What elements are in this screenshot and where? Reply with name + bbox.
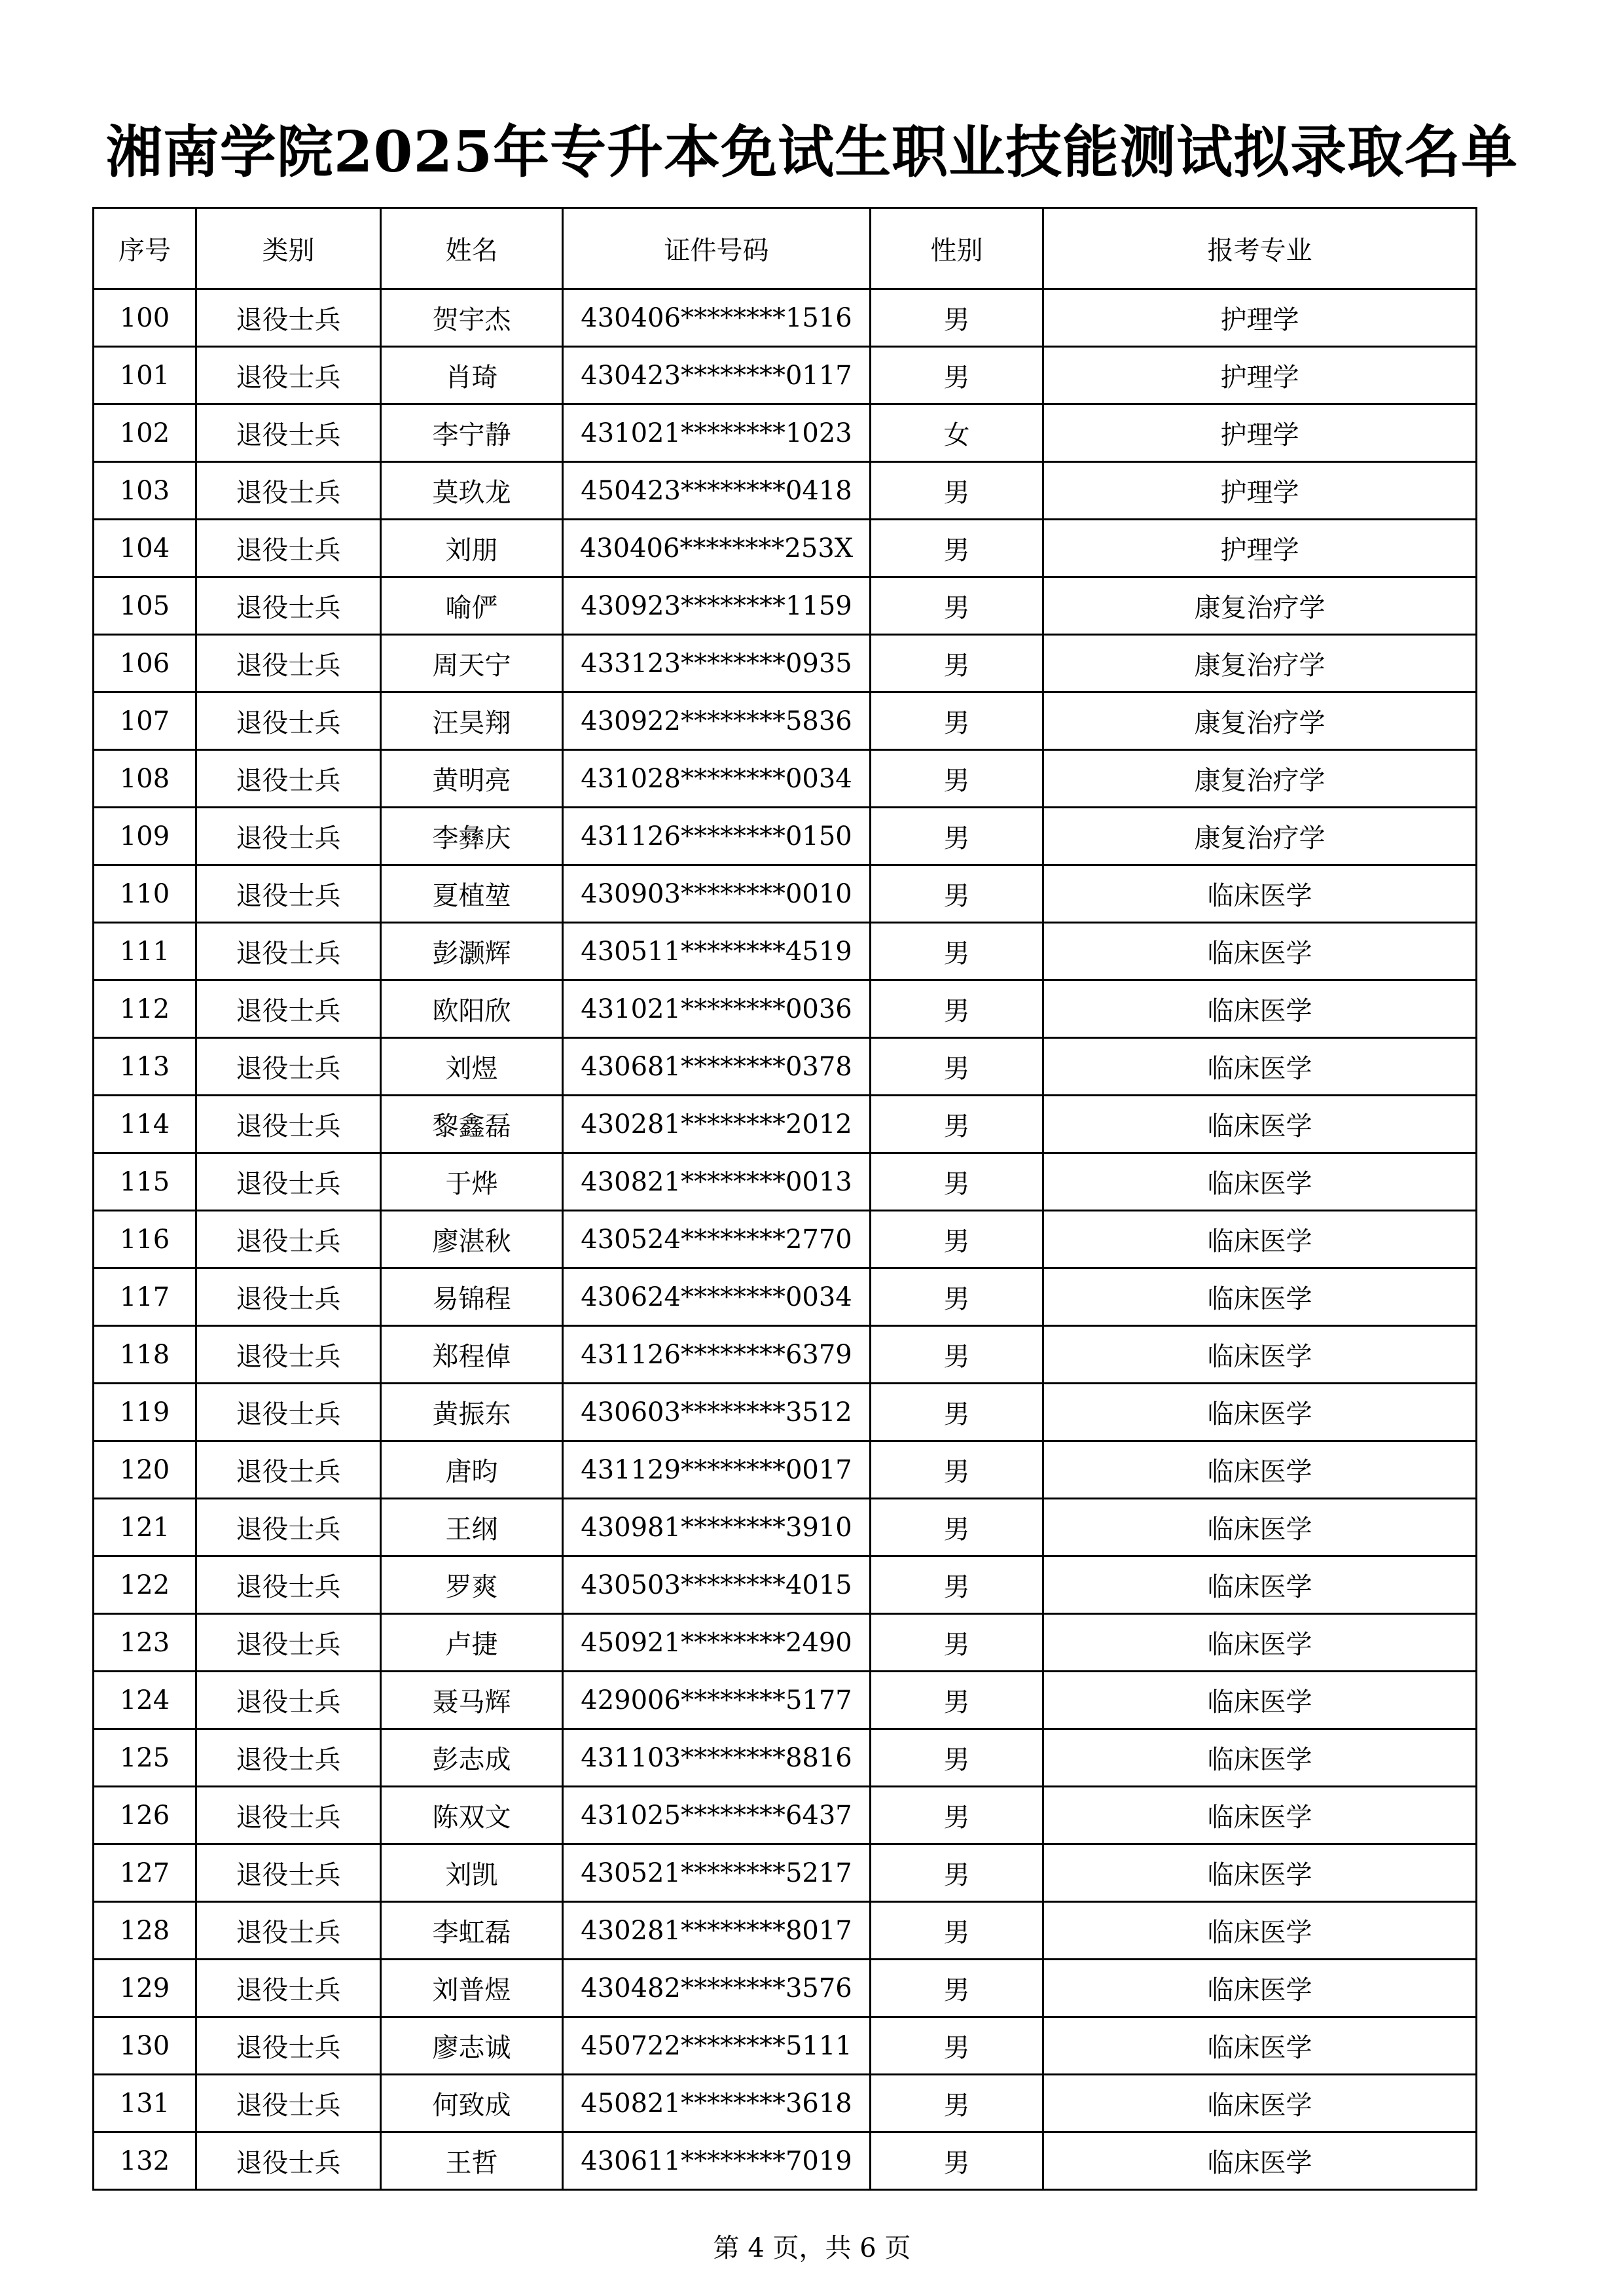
- cell-major: 护理学: [1043, 462, 1477, 520]
- cell-name: 聂马辉: [381, 1672, 563, 1729]
- cell-index: 124: [94, 1672, 196, 1729]
- cell-gender: 男: [871, 2017, 1043, 2075]
- table-row: [94, 1384, 1477, 1441]
- cell-major: 临床医学: [1043, 1384, 1477, 1441]
- cell-id-number: 431126********6379: [563, 1326, 871, 1384]
- cell-name: 罗爽: [381, 1556, 563, 1614]
- page-title: 湘南学院2025年专升本免试生职业技能测试拟录取名单: [105, 119, 1519, 185]
- cell-name: 夏植堃: [381, 865, 563, 923]
- cell-gender: 男: [871, 750, 1043, 808]
- cell-id-number: 433123********0935: [563, 635, 871, 692]
- cell-index: 129: [94, 1960, 196, 2017]
- cell-id-number: 430281********8017: [563, 1902, 871, 1960]
- cell-major: 康复治疗学: [1043, 750, 1477, 808]
- cell-name: 易锦程: [381, 1268, 563, 1326]
- cell-id-number: 430923********1159: [563, 577, 871, 635]
- cell-name: 欧阳欣: [381, 980, 563, 1038]
- cell-id-number: 430611********7019: [563, 2132, 871, 2190]
- cell-index: 100: [94, 289, 196, 347]
- cell-category: 退役士兵: [196, 1787, 381, 1844]
- cell-category: 退役士兵: [196, 577, 381, 635]
- cell-major: 临床医学: [1043, 2075, 1477, 2132]
- cell-category: 退役士兵: [196, 1326, 381, 1384]
- table-row: [94, 1902, 1477, 1960]
- cell-major: 临床医学: [1043, 865, 1477, 923]
- cell-id-number: 430503********4015: [563, 1556, 871, 1614]
- cell-name: 周天宁: [381, 635, 563, 692]
- cell-index: 101: [94, 347, 196, 404]
- cell-index: 118: [94, 1326, 196, 1384]
- cell-name: 刘朋: [381, 520, 563, 577]
- cell-major: 护理学: [1043, 347, 1477, 404]
- cell-index: 123: [94, 1614, 196, 1672]
- cell-id-number: 430524********2770: [563, 1211, 871, 1268]
- cell-index: 120: [94, 1441, 196, 1499]
- cell-name: 李宁静: [381, 404, 563, 462]
- table-row: [94, 750, 1477, 808]
- cell-index: 106: [94, 635, 196, 692]
- cell-category: 退役士兵: [196, 1096, 381, 1153]
- table-row: [94, 923, 1477, 980]
- cell-major: 临床医学: [1043, 1441, 1477, 1499]
- table-row: [94, 289, 1477, 347]
- cell-major: 临床医学: [1043, 1153, 1477, 1211]
- cell-index: 113: [94, 1038, 196, 1096]
- cell-index: 102: [94, 404, 196, 462]
- cell-name: 郑程倬: [381, 1326, 563, 1384]
- cell-major: 临床医学: [1043, 1729, 1477, 1787]
- cell-name: 李虹磊: [381, 1902, 563, 1960]
- cell-category: 退役士兵: [196, 1153, 381, 1211]
- cell-major: 康复治疗学: [1043, 577, 1477, 635]
- cell-major: 临床医学: [1043, 923, 1477, 980]
- cell-index: 105: [94, 577, 196, 635]
- cell-name: 黄振东: [381, 1384, 563, 1441]
- cell-id-number: 430603********3512: [563, 1384, 871, 1441]
- cell-index: 104: [94, 520, 196, 577]
- cell-id-number: 431103********8816: [563, 1729, 871, 1787]
- cell-major: 临床医学: [1043, 1038, 1477, 1096]
- cell-gender: 男: [871, 1960, 1043, 2017]
- table-row: [94, 520, 1477, 577]
- cell-category: 退役士兵: [196, 1844, 381, 1902]
- cell-id-number: 429006********5177: [563, 1672, 871, 1729]
- cell-id-number: 431028********0034: [563, 750, 871, 808]
- cell-gender: 男: [871, 1211, 1043, 1268]
- table-row: [94, 1038, 1477, 1096]
- cell-gender: 男: [871, 1441, 1043, 1499]
- cell-major: 康复治疗学: [1043, 808, 1477, 865]
- cell-id-number: 450921********2490: [563, 1614, 871, 1672]
- table-row: [94, 462, 1477, 520]
- cell-gender: 男: [871, 2075, 1043, 2132]
- cell-major: 康复治疗学: [1043, 692, 1477, 750]
- table-row: [94, 1441, 1477, 1499]
- cell-category: 退役士兵: [196, 692, 381, 750]
- column-header-name: 姓名: [381, 208, 563, 289]
- table-row: [94, 1096, 1477, 1153]
- cell-id-number: 430821********0013: [563, 1153, 871, 1211]
- table-row: [94, 865, 1477, 923]
- cell-id-number: 430521********5217: [563, 1844, 871, 1902]
- cell-gender: 男: [871, 520, 1043, 577]
- cell-id-number: 430903********0010: [563, 865, 871, 923]
- cell-id-number: 450423********0418: [563, 462, 871, 520]
- cell-id-number: 430406********1516: [563, 289, 871, 347]
- cell-name: 贺宇杰: [381, 289, 563, 347]
- cell-gender: 男: [871, 1787, 1043, 1844]
- cell-gender: 男: [871, 808, 1043, 865]
- cell-name: 唐昀: [381, 1441, 563, 1499]
- cell-id-number: 430281********2012: [563, 1096, 871, 1153]
- page-number-footer: 第 4 页，共 6 页: [713, 2233, 911, 2263]
- cell-name: 刘凯: [381, 1844, 563, 1902]
- admission-list-table: [92, 207, 1477, 2191]
- cell-category: 退役士兵: [196, 404, 381, 462]
- table-row: [94, 2132, 1477, 2190]
- table-row: [94, 980, 1477, 1038]
- cell-category: 退役士兵: [196, 1038, 381, 1096]
- cell-major: 临床医学: [1043, 1499, 1477, 1556]
- cell-id-number: 450821********3618: [563, 2075, 871, 2132]
- table-row: [94, 1960, 1477, 2017]
- cell-id-number: 431126********0150: [563, 808, 871, 865]
- cell-category: 退役士兵: [196, 289, 381, 347]
- column-header-category: 类别: [196, 208, 381, 289]
- cell-category: 退役士兵: [196, 347, 381, 404]
- cell-major: 临床医学: [1043, 1960, 1477, 2017]
- table-body: [94, 289, 1477, 2190]
- column-header-major: 报考专业: [1043, 208, 1477, 289]
- cell-category: 退役士兵: [196, 635, 381, 692]
- cell-gender: 男: [871, 2132, 1043, 2190]
- cell-category: 退役士兵: [196, 520, 381, 577]
- cell-category: 退役士兵: [196, 462, 381, 520]
- cell-id-number: 430624********0034: [563, 1268, 871, 1326]
- cell-id-number: 430482********3576: [563, 1960, 871, 2017]
- cell-major: 护理学: [1043, 404, 1477, 462]
- table-row: [94, 1268, 1477, 1326]
- cell-gender: 男: [871, 1729, 1043, 1787]
- table-row: [94, 2017, 1477, 2075]
- cell-name: 莫玖龙: [381, 462, 563, 520]
- cell-gender: 男: [871, 980, 1043, 1038]
- cell-id-number: 431025********6437: [563, 1787, 871, 1844]
- table-row: [94, 1326, 1477, 1384]
- cell-index: 127: [94, 1844, 196, 1902]
- cell-index: 119: [94, 1384, 196, 1441]
- cell-index: 114: [94, 1096, 196, 1153]
- cell-name: 彭灏辉: [381, 923, 563, 980]
- cell-id-number: 430406********253X: [563, 520, 871, 577]
- table-row: [94, 1787, 1477, 1844]
- cell-gender: 男: [871, 1499, 1043, 1556]
- cell-category: 退役士兵: [196, 1614, 381, 1672]
- cell-name: 陈双文: [381, 1787, 563, 1844]
- cell-gender: 男: [871, 1153, 1043, 1211]
- cell-id-number: 431021********0036: [563, 980, 871, 1038]
- cell-name: 刘普煜: [381, 1960, 563, 2017]
- table-row: [94, 1499, 1477, 1556]
- cell-index: 107: [94, 692, 196, 750]
- cell-index: 131: [94, 2075, 196, 2132]
- table-row: [94, 1556, 1477, 1614]
- cell-gender: 男: [871, 289, 1043, 347]
- cell-index: 108: [94, 750, 196, 808]
- cell-index: 110: [94, 865, 196, 923]
- table-row: [94, 347, 1477, 404]
- cell-category: 退役士兵: [196, 980, 381, 1038]
- cell-gender: 男: [871, 1902, 1043, 1960]
- cell-major: 临床医学: [1043, 2132, 1477, 2190]
- table-row: [94, 1844, 1477, 1902]
- cell-category: 退役士兵: [196, 1211, 381, 1268]
- cell-gender: 男: [871, 1326, 1043, 1384]
- column-header-id-number: 证件号码: [563, 208, 871, 289]
- cell-index: 111: [94, 923, 196, 980]
- cell-name: 彭志成: [381, 1729, 563, 1787]
- table-row: [94, 1672, 1477, 1729]
- cell-id-number: 431129********0017: [563, 1441, 871, 1499]
- cell-id-number: 430423********0117: [563, 347, 871, 404]
- cell-gender: 男: [871, 577, 1043, 635]
- cell-major: 临床医学: [1043, 1096, 1477, 1153]
- cell-category: 退役士兵: [196, 808, 381, 865]
- cell-gender: 男: [871, 1038, 1043, 1096]
- cell-category: 退役士兵: [196, 1268, 381, 1326]
- cell-index: 117: [94, 1268, 196, 1326]
- table-row: [94, 404, 1477, 462]
- cell-id-number: 450722********5111: [563, 2017, 871, 2075]
- cell-index: 125: [94, 1729, 196, 1787]
- cell-index: 116: [94, 1211, 196, 1268]
- cell-category: 退役士兵: [196, 1556, 381, 1614]
- cell-category: 退役士兵: [196, 750, 381, 808]
- cell-major: 临床医学: [1043, 1211, 1477, 1268]
- cell-name: 王哲: [381, 2132, 563, 2190]
- cell-name: 何致成: [381, 2075, 563, 2132]
- cell-category: 退役士兵: [196, 2017, 381, 2075]
- cell-category: 退役士兵: [196, 2132, 381, 2190]
- cell-major: 临床医学: [1043, 1556, 1477, 1614]
- cell-name: 肖琦: [381, 347, 563, 404]
- table-row: [94, 692, 1477, 750]
- cell-name: 卢捷: [381, 1614, 563, 1672]
- cell-id-number: 430681********0378: [563, 1038, 871, 1096]
- cell-category: 退役士兵: [196, 1499, 381, 1556]
- cell-id-number: 430511********4519: [563, 923, 871, 980]
- cell-index: 130: [94, 2017, 196, 2075]
- cell-category: 退役士兵: [196, 2075, 381, 2132]
- cell-name: 黎鑫磊: [381, 1096, 563, 1153]
- cell-index: 112: [94, 980, 196, 1038]
- cell-major: 护理学: [1043, 289, 1477, 347]
- cell-category: 退役士兵: [196, 1672, 381, 1729]
- cell-index: 128: [94, 1902, 196, 1960]
- table-row: [94, 1211, 1477, 1268]
- cell-id-number: 431021********1023: [563, 404, 871, 462]
- cell-major: 临床医学: [1043, 1672, 1477, 1729]
- table-row: [94, 2075, 1477, 2132]
- cell-gender: 男: [871, 692, 1043, 750]
- cell-category: 退役士兵: [196, 1441, 381, 1499]
- column-header-index: 序号: [94, 208, 196, 289]
- cell-name: 王纲: [381, 1499, 563, 1556]
- cell-name: 刘煜: [381, 1038, 563, 1096]
- table-row: [94, 1153, 1477, 1211]
- cell-category: 退役士兵: [196, 1384, 381, 1441]
- cell-major: 临床医学: [1043, 2017, 1477, 2075]
- cell-name: 汪昊翔: [381, 692, 563, 750]
- table-row: [94, 577, 1477, 635]
- cell-major: 临床医学: [1043, 980, 1477, 1038]
- cell-gender: 男: [871, 865, 1043, 923]
- cell-major: 护理学: [1043, 520, 1477, 577]
- table-row: [94, 1729, 1477, 1787]
- cell-major: 临床医学: [1043, 1902, 1477, 1960]
- cell-name: 黄明亮: [381, 750, 563, 808]
- cell-gender: 男: [871, 1556, 1043, 1614]
- cell-id-number: 430981********3910: [563, 1499, 871, 1556]
- cell-major: 临床医学: [1043, 1787, 1477, 1844]
- cell-name: 廖湛秋: [381, 1211, 563, 1268]
- cell-gender: 男: [871, 1614, 1043, 1672]
- column-header-gender: 性别: [871, 208, 1043, 289]
- table-header-row: [94, 208, 1477, 289]
- cell-gender: 男: [871, 923, 1043, 980]
- cell-category: 退役士兵: [196, 1729, 381, 1787]
- cell-gender: 男: [871, 1384, 1043, 1441]
- cell-name: 李彝庆: [381, 808, 563, 865]
- cell-category: 退役士兵: [196, 865, 381, 923]
- cell-category: 退役士兵: [196, 923, 381, 980]
- cell-gender: 男: [871, 347, 1043, 404]
- cell-gender: 男: [871, 635, 1043, 692]
- cell-index: 103: [94, 462, 196, 520]
- cell-category: 退役士兵: [196, 1902, 381, 1960]
- cell-major: 临床医学: [1043, 1326, 1477, 1384]
- cell-name: 喻俨: [381, 577, 563, 635]
- cell-gender: 女: [871, 404, 1043, 462]
- cell-gender: 男: [871, 1268, 1043, 1326]
- cell-major: 康复治疗学: [1043, 635, 1477, 692]
- cell-index: 126: [94, 1787, 196, 1844]
- table-row: [94, 635, 1477, 692]
- cell-name: 于烨: [381, 1153, 563, 1211]
- cell-major: 临床医学: [1043, 1268, 1477, 1326]
- cell-index: 121: [94, 1499, 196, 1556]
- cell-category: 退役士兵: [196, 1960, 381, 2017]
- table-row: [94, 1614, 1477, 1672]
- cell-index: 132: [94, 2132, 196, 2190]
- table-row: [94, 808, 1477, 865]
- cell-major: 临床医学: [1043, 1844, 1477, 1902]
- cell-gender: 男: [871, 1672, 1043, 1729]
- cell-index: 109: [94, 808, 196, 865]
- cell-gender: 男: [871, 1844, 1043, 1902]
- cell-major: 临床医学: [1043, 1614, 1477, 1672]
- cell-id-number: 430922********5836: [563, 692, 871, 750]
- cell-gender: 男: [871, 462, 1043, 520]
- cell-name: 廖志诚: [381, 2017, 563, 2075]
- cell-index: 122: [94, 1556, 196, 1614]
- cell-gender: 男: [871, 1096, 1043, 1153]
- cell-index: 115: [94, 1153, 196, 1211]
